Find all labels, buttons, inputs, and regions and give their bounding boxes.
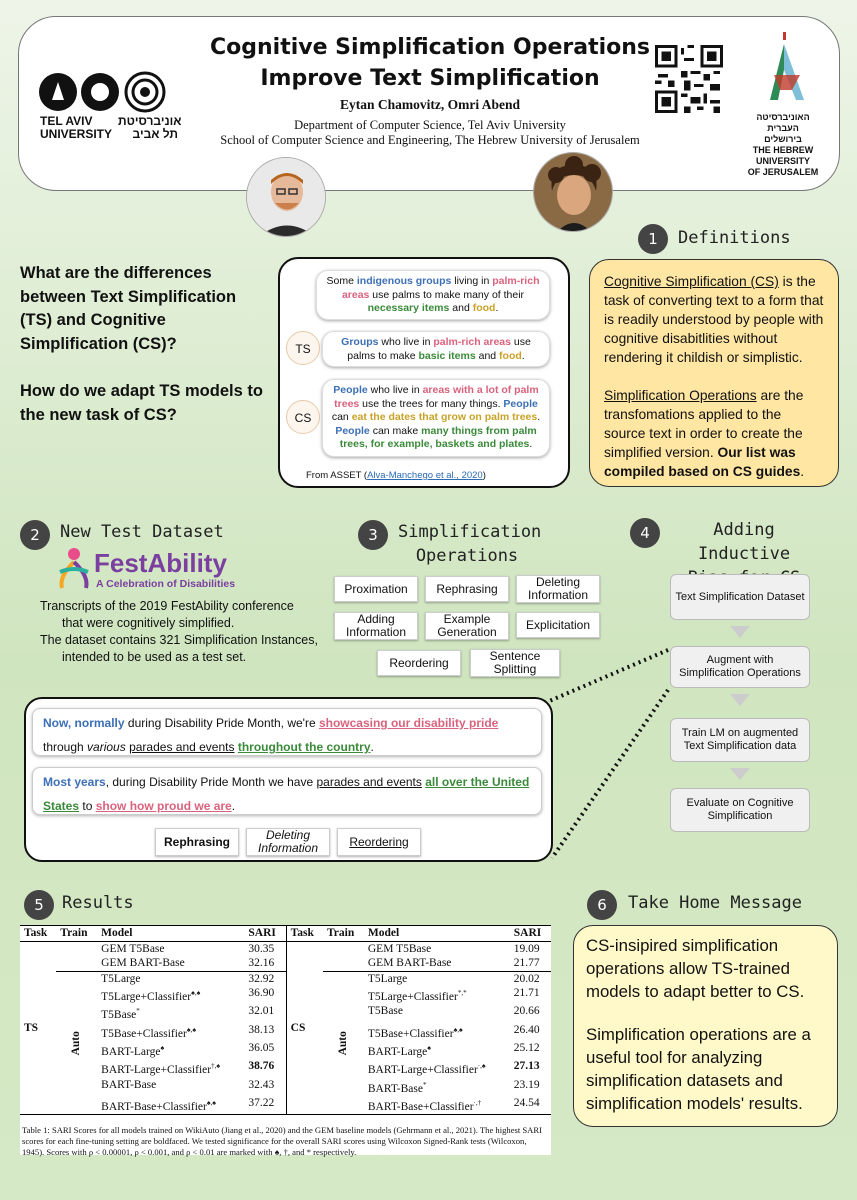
cell-sari: 21.77: [513, 957, 540, 969]
op-label: Sentence: [489, 649, 541, 663]
case-orig-seg: through: [43, 740, 88, 754]
col-model: Model: [101, 927, 133, 939]
case-original: [32, 708, 542, 756]
dataset-line1: Transcripts of the 2019 FestAbility conference: [40, 599, 294, 613]
cs-seg: .: [537, 411, 541, 423]
table-header-row: [20, 926, 551, 942]
tau-he-line2: תל אביב: [132, 127, 178, 141]
col-task: Task: [24, 927, 48, 939]
table-row: [20, 956, 551, 971]
cs-term: Cognitive Simplification (CS): [604, 274, 779, 289]
tau-en-line2: UNIVERSITY: [40, 127, 113, 141]
tau-he-line1: אוניברסיטת: [118, 114, 182, 128]
table-row: [20, 941, 551, 956]
cell-sari: 23.19: [513, 1078, 540, 1091]
op-label: Deleting: [535, 575, 581, 589]
ts-seg: basic items: [418, 349, 476, 362]
col-model: Model: [367, 927, 400, 939]
festability-logo-title: FestAbility: [94, 548, 227, 578]
huji-line1: האוניברסיטה: [756, 112, 810, 122]
col-task: Task: [290, 927, 314, 939]
flow-step-train: Train LM on augmented Text Simplification data: [670, 718, 810, 762]
ts-seg: Groups: [341, 336, 379, 348]
ts-seg: use palms to make: [347, 336, 531, 362]
orig-seg: living in: [451, 275, 493, 287]
huji-line2: העברית: [767, 123, 799, 133]
cs-seg: who live in: [367, 384, 423, 396]
cs-seg: People: [503, 397, 538, 410]
cell-model: GEM T5Base: [367, 942, 432, 955]
cell-sari: 20.66: [513, 1005, 540, 1018]
cell-model: T5Large+Classifier♠,♠: [101, 989, 201, 1003]
col-sari: SARI: [513, 927, 542, 939]
case-orig-seg: during Disability Pride Month, we're: [124, 716, 319, 730]
section-3-badge: 3: [358, 520, 388, 550]
orig-seg: .: [495, 302, 499, 314]
section-1-badge: 1: [638, 224, 668, 254]
huji-line3: בירושלים: [764, 134, 802, 144]
orig-seg: Some: [326, 275, 357, 287]
op-label: Splitting: [493, 662, 537, 676]
question-2: How do we adapt TS models to the new task of CS?: [20, 382, 263, 424]
source-suffix: ): [482, 470, 486, 481]
op-label: Information: [345, 625, 407, 639]
affiliation-huji: School of Computer Science and Engineering, The Hebrew University of Jerusalem: [220, 133, 640, 147]
op-label: Reordering: [389, 655, 449, 670]
table-row: [20, 986, 551, 1004]
dataset-line2: that were cognitively simplified.: [62, 616, 235, 630]
case-orig-seg: .: [370, 740, 374, 754]
col-train: Train: [60, 927, 88, 939]
cs-tag: CS: [286, 400, 320, 434]
cell-model: T5Base+Classifier♠,♠: [101, 1025, 197, 1040]
results-panel: [20, 925, 551, 1158]
orig-seg: food: [472, 302, 496, 314]
cs-seg: can: [331, 411, 352, 423]
take-home-p1: CS-insipired simplification operations allow TS-trained models to adapt better to CS.: [586, 936, 805, 1001]
cell-model: BART-Base: [101, 1078, 157, 1091]
cell-task: CS: [290, 1021, 306, 1034]
cell-sari: 37.22: [244, 1096, 286, 1115]
op-label: Explicitation: [525, 617, 591, 632]
section-3-title-l2: Operations: [415, 546, 519, 566]
table-caption: Table 1: SARI Scores for all models trained on WikiAuto (Jiang et al., 2020) and the GEM baseline models (Gehrmann et al., 2021). The highest SARI scores for each fine-tuning setting are boldfaced. We tested significance for the overall SARI scores using Wilcoxon Signed-Rank tests (Wilcoxon, 1945). Scores with ρ < 0.00001, ρ < 0.001, and ρ < 0.01 are marked with ♠, †, and * respectively.: [22, 1125, 542, 1158]
case-orig-seg: showcasing our disability pride: [318, 716, 499, 730]
cell-model: BART-Base+Classifier♠,♠: [101, 1098, 217, 1113]
table-row: [20, 1023, 551, 1041]
orig-seg: palm-rich areas: [341, 275, 540, 301]
table-row: [20, 1004, 551, 1022]
case-simp-seg: .: [231, 799, 236, 813]
cell-model: GEM BART-Base: [101, 957, 185, 969]
cell-train: [323, 941, 364, 971]
case-label-deleting: Deleting Information: [246, 828, 330, 856]
source-citation-link[interactable]: Alva-Manchego et al., 2020: [367, 470, 483, 481]
section-1-title: Definitions: [678, 228, 791, 248]
cell-model: T5Base+Classifier♠,♠: [367, 1025, 463, 1040]
flow-step-augment: Augment with Simplification Operations: [670, 646, 810, 688]
col-train: Train: [326, 927, 355, 939]
cell-sari: 27.13: [513, 1060, 540, 1073]
cell-train: [56, 971, 97, 1115]
case-simp-seg: show how proud we are: [95, 799, 232, 813]
cs-seg: People: [335, 424, 370, 437]
cell-sari: 32.01: [244, 1004, 286, 1022]
cell-sari: 32.16: [244, 956, 286, 971]
huji-line5: UNIVERSITY: [755, 156, 810, 166]
section-6-title: Take Home Message: [628, 893, 802, 913]
cell-sari: 19.09: [513, 942, 540, 955]
case-simp-seg: , during Disability Pride Month we have: [105, 775, 317, 789]
cell-model: BART-Base+Classifier·,†: [367, 1098, 482, 1113]
title-line-2: Improve Text Simplification: [260, 66, 600, 91]
ts-seg: and: [475, 349, 500, 362]
take-home-p2: Simplification operations are a useful tool for analyzing simplification datasets and simplification models' results.: [586, 1025, 811, 1113]
cell-sari: 38.76: [244, 1059, 286, 1077]
cs-seg: areas with a lot of palm trees: [334, 384, 539, 410]
cell-sari: 25.12: [513, 1041, 540, 1054]
cell-model: GEM BART-Base: [367, 957, 452, 969]
cell-model: T5Large: [101, 972, 141, 985]
dataset-line3: The dataset contains 321 Simplification Instances,: [40, 633, 318, 647]
authors: Eytan Chamovitz, Omri Abend: [339, 97, 520, 112]
table-row: [20, 971, 551, 986]
ts-seg: .: [521, 349, 525, 362]
op-label: Generation: [437, 625, 497, 639]
section-6-badge: 6: [587, 890, 617, 920]
question-1: What are the differences between Text Simplification (TS) and Cognitive Simplification (CS)?: [20, 264, 237, 353]
op-label: Example: [443, 612, 491, 626]
table-row: [20, 1096, 551, 1115]
section-3-title-l1: Simplification: [398, 522, 542, 542]
cell-model: T5Large+Classifier*,*: [367, 989, 467, 1003]
cell-model: BART-Large♠: [101, 1043, 165, 1058]
cell-model: BART-Large+Classifier·,♠: [367, 1062, 486, 1077]
cell-sari: 20.02: [513, 972, 540, 985]
table-row: [20, 1078, 551, 1096]
cell-task: TS: [24, 1021, 39, 1034]
cell-sari: 21.71: [513, 987, 540, 999]
section-4-title-l1: Adding Inductive: [697, 520, 791, 564]
cell-train: [56, 941, 97, 971]
cell-sari: 32.92: [244, 971, 286, 986]
cell-model: BART-Large+Classifier†,♠: [101, 1062, 221, 1077]
cs-seg: People: [333, 384, 368, 396]
section-5-title: Results: [62, 893, 134, 913]
so-end: .: [800, 464, 805, 479]
case-simp-seg: Most years: [43, 775, 106, 789]
case-label-reordering: Reordering: [337, 828, 421, 856]
cell-sari: 26.40: [513, 1023, 540, 1036]
cell-model: GEM T5Base: [101, 942, 165, 955]
cell-model: T5Base: [367, 1005, 404, 1018]
cell-sari: 30.35: [244, 941, 286, 956]
cell-train: [323, 971, 364, 1115]
so-term: Simplification Operations: [604, 388, 757, 403]
case-orig-seg: parades and events: [129, 740, 235, 754]
orig-seg: and: [449, 302, 473, 314]
train-auto-label: Auto: [70, 1030, 83, 1056]
cs-seg: can make: [369, 424, 422, 437]
table-row: [20, 1041, 551, 1059]
cell-sari: 24.54: [513, 1096, 540, 1109]
case-orig-seg: Now, normally: [43, 716, 125, 730]
cell-model: T5Large: [367, 972, 408, 985]
huji-line4: THE HEBREW: [752, 145, 814, 155]
op-label: Proximation: [344, 581, 408, 596]
flow-step-dataset: Text Simplification Dataset: [670, 574, 810, 620]
section-4-badge: 4: [630, 518, 660, 548]
orig-seg: necessary items: [367, 302, 450, 314]
col-sari: SARI: [244, 926, 286, 942]
cell-sari: 32.43: [244, 1078, 286, 1096]
case-orig-seg: various: [87, 740, 126, 754]
results-table: [20, 925, 551, 1115]
table-row: [20, 1059, 551, 1077]
affiliation-tau: Department of Computer Science, Tel Aviv University: [294, 118, 566, 132]
case-simp-seg: all over the United States: [43, 775, 530, 813]
ts-seg: food: [499, 349, 522, 362]
section-5-badge: 5: [24, 890, 54, 920]
op-label: Information: [527, 588, 589, 602]
cs-seg: eat the dates that grow on palm trees: [351, 411, 538, 423]
cell-model: BART-Base*: [367, 1080, 427, 1095]
so-definition: are the transfomations applied to the source text in order to create the simplified version.: [604, 388, 804, 460]
festability-logo-sub: A Celebration of Disabilities: [96, 578, 236, 590]
dataset-line4: intended to be used as a test set.: [62, 650, 247, 664]
ts-seg: palm-rich areas: [433, 336, 511, 348]
case-label-rephrasing: Rephrasing: [155, 828, 239, 856]
op-label: Rephrasing: [436, 581, 498, 596]
op-label: Adding: [357, 612, 395, 626]
tau-en-line1: TEL AVIV: [40, 114, 93, 128]
take-home-box: [573, 925, 838, 1127]
cs-definition: is the task of converting text to a form that is readily understood by people with cognitive disabitlities without rendering it childish or simplistic.: [604, 274, 824, 365]
cell-sari: 36.90: [244, 986, 286, 1004]
cs-seg: many things from palm trees, for example, baskets and plates: [339, 424, 537, 450]
title-line-1: Cognitive Simplification Operations: [209, 35, 650, 60]
section-2-title: New Test Dataset: [60, 522, 224, 542]
ts-tag: TS: [286, 331, 320, 365]
huji-line6: OF JERUSALEM: [747, 167, 819, 177]
orig-seg: use palms to make many of their: [369, 288, 525, 301]
cell-model: BART-Large♠: [367, 1043, 431, 1058]
case-simp-seg: parades and events: [316, 775, 422, 789]
flow-step-evaluate: Evaluate on Cognitive Simplification: [670, 788, 810, 832]
case-simplified: [32, 767, 542, 815]
ts-seg: who live in: [378, 336, 434, 348]
so-bold: Our list was compiled based on CS guides: [604, 445, 801, 479]
case-simp-seg: to: [79, 799, 96, 813]
case-orig-seg: throughout the country: [237, 740, 371, 754]
train-auto-label: Auto: [337, 1030, 350, 1056]
cs-seg: .: [529, 438, 533, 450]
cell-model: T5Base*: [101, 1007, 140, 1022]
cell-sari: 38.13: [244, 1023, 286, 1041]
cell-sari: 36.05: [244, 1041, 286, 1059]
source-prefix: From ASSET (: [306, 470, 368, 481]
section-2-badge: 2: [20, 520, 50, 550]
cs-seg: use the trees for many things.: [359, 397, 504, 410]
orig-seg: indigenous groups: [356, 275, 452, 287]
